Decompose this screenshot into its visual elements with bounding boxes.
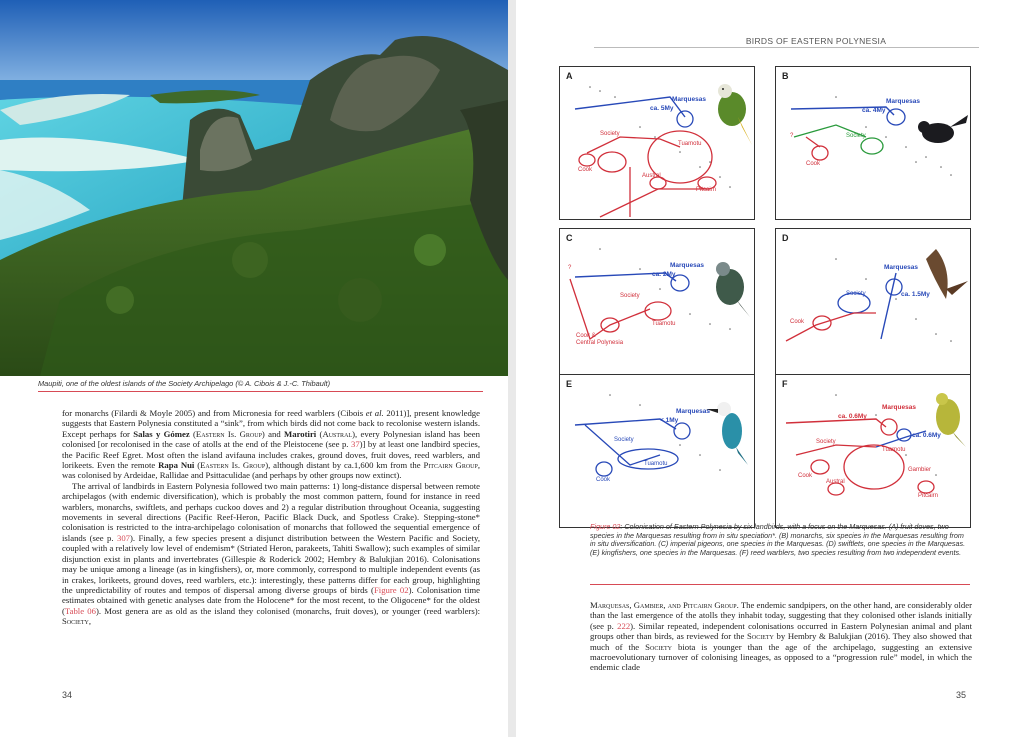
question-mark: ? xyxy=(790,133,794,139)
panel-map xyxy=(560,375,754,527)
right-page xyxy=(516,0,1024,737)
panel-letter: F xyxy=(782,379,788,389)
island-label-society: Society xyxy=(846,133,866,139)
figure-panel-a xyxy=(559,66,755,220)
panel-letter: E xyxy=(566,379,573,389)
right-body-text: Marquesas, Gambier, and Pitcairn Group. The endemic sandpipers, on the other hand, are considerably older than the last emergence of the atolls they inhabit today, suggesting that they colonised other islands initially (see p. 222). Similar repeated, independent colonisations occurred in Eastern Polynesian animal and plant groups other than birds, as reviewed for the Society by Hembry & Balukjian (2016). They also showed that much of the Society biota is younger than the age of the archipelago, suggesting an extensive macroevolutionary turnover of colonising lineages, as opposed to a “progression rule” model, in which the endemic clade xyxy=(590,600,973,673)
figure-caption-text: : Colonisation of Eastern Polynesia by six landbirds, with a focus on the Marquesas. (A) fruit doves, two species in the Marquesas resulting from in situ speciation*. (B) monarchs, six species in the Marquesas resulting from in situ diversification. (C) imperial pigeons, one species in the Marquesas. (D) swiftlets, one species in the Marquesas. (E) kingfishers, one species in the Marquesas. (F) reed warblers, two species resulting from two independent events. xyxy=(590,522,966,558)
island-label-society: Society xyxy=(620,293,640,299)
island-label-austral: Austral xyxy=(642,173,661,179)
monarch-icon xyxy=(918,115,968,143)
island-label-tuamotu: Tuamotu xyxy=(882,447,906,453)
figure-panel-e xyxy=(559,374,755,528)
island-label-marquesas: Marquesas xyxy=(670,262,704,269)
panel-map xyxy=(560,229,754,381)
swiftlet-icon xyxy=(926,249,968,299)
island-label-cook: Cook xyxy=(596,477,611,483)
question-mark: ? xyxy=(568,265,572,271)
panel-map xyxy=(776,67,970,219)
island-label-pitcairn: Pitcairn xyxy=(918,493,939,499)
kingfisher-icon xyxy=(706,402,748,465)
running-head-rule xyxy=(594,47,979,48)
figure-panel-b xyxy=(775,66,971,220)
age-label: < 1My xyxy=(660,417,679,424)
caption-rule xyxy=(38,391,483,392)
island-label-marquesas: Marquesas xyxy=(672,96,706,103)
age-label: ca. 2My xyxy=(652,271,676,278)
imperial-pigeon-icon xyxy=(716,262,750,317)
island-label-marquesas: Marquesas xyxy=(676,408,710,415)
island-label-society: Society xyxy=(816,439,836,445)
island-label-cook: Cook & xyxy=(576,333,596,339)
page-number-left: 34 xyxy=(62,690,73,700)
island-label-society: Society xyxy=(614,437,634,443)
island-label-society: Society xyxy=(600,131,620,137)
island-label-marquesas: Marquesas xyxy=(882,404,916,411)
age-label: ca. 4My xyxy=(862,107,886,114)
left-body-text: for monarchs (Filardi & Moyle 2005) and from Micronesia for reed warblers (Cibois et al. 2011)], present knowledge suggests that Eastern Polynesia constituted a “sink”, from which birds did not come back to recolonise western islands. Except perhaps for Salas y Gómez (Eastern Is. Group) and Marotiri (Austral), every Polynesian island has been colonised [or recolonised in the case of atolls at the end of the Pleistocene (see p. 37)] by at least one landbird species, the Pacific Reef Egret. Most often the island avifauna includes crakes, ground doves, fruit doves, reed warblers, and lorikeets. Even the remote Rapa Nui (Eastern Is. Group), although distant by ca.1,600 km from the Pitcairn Group, was colonised by Ardeidae, Rallidae and Psittaculidae (and perhaps by other groups now extinct). The arrival of landbirds in Eastern Polynesia followed two main patterns: 1) long-distance dispersal between remote archipelagos (with endemic diversification), which is probably the most common pattern, found for instance in reed warblers, monarchs, swiftlets, and perhaps cuckoo doves and 2) a regular distribution throughout Oceania, suggesting movements in several directions (Pacific Reef-Heron, Pacific Black Duck, and Spotless Crake). Stepping-stone* colonisation is restricted to the intra-archipelago colonisation of monarchs that followed the sequential emergence of islands (see p. 307). Finally, a few species present a disjunct distribution between the Western Pacific and Society, coupled with a relatively low level of endemism* (Striated Heron, parakeets, Tahiti Swallow); such examples of similar disjunction exist in plants and invertebrates (Gillespie & Roderick 2002; Hembry & Balukjian 2016). Colonisations may be unique among a lineage (as in kingfishers), or, more commonly, correspond to multiple independent events (as in crakes, lorikeets, ground doves, reed warblers, etc.): interestingly, these patterns differ for each group, highlighting the unpredictability of routes and tempos of dispersal among diverse groups of birds (Figure 02). Colonisation time estimates obtained with genetic analyses date from the Holocene* for the most recent, to the Oligocene* for the oldest (Table 06). Most genera are as old as the island they colonised (monarchs, fruit doves), or younger (reed warblers): Society, xyxy=(62,408,481,627)
running-head: BIRDS OF EASTERN POLYNESIA xyxy=(745,36,887,46)
island-label-cook: Cook xyxy=(578,167,593,173)
island-label-tuamotu: Tuamotu xyxy=(644,461,668,467)
panel-letter: B xyxy=(782,71,789,81)
island-label-central-polynesia: Central Polynesia xyxy=(576,340,624,346)
panel-letter: C xyxy=(566,233,573,243)
age-label: ca. 0.6My xyxy=(838,413,867,420)
fruit-dove-icon xyxy=(718,84,752,145)
maupiti-photo xyxy=(0,0,508,376)
island-label-pitcairn: Pitcairn xyxy=(696,187,717,193)
panel-letter: D xyxy=(782,233,789,243)
island-label-cook: Cook xyxy=(806,161,821,167)
figure-panel-c xyxy=(559,228,755,382)
figure-caption-rule xyxy=(590,584,970,585)
island-label-austral: Austral xyxy=(826,479,845,485)
island-label-tuamotu: Tuamotu xyxy=(678,141,702,147)
panel-map xyxy=(776,375,970,527)
photo-caption: Maupiti, one of the oldest islands of the Society Archipelago (© A. Cibois & J.-C. Thibault) xyxy=(38,379,331,388)
figure-panel-f xyxy=(775,374,971,528)
left-page xyxy=(0,0,508,737)
island-label-marquesas: Marquesas xyxy=(886,98,920,105)
page-number-right: 35 xyxy=(956,690,967,700)
figure-caption xyxy=(590,523,970,558)
island-label-gambier: Gambier xyxy=(908,467,932,473)
panel-map xyxy=(560,67,754,219)
island-label-tuamotu: Tuamotu xyxy=(652,321,676,327)
island-label-society: Society xyxy=(846,291,866,297)
panel-map xyxy=(776,229,970,381)
panel-letter: A xyxy=(566,71,573,81)
figure-caption-ref: Figure 02 xyxy=(590,522,621,531)
island-label-cook: Cook xyxy=(798,473,813,479)
island-label-marquesas: Marquesas xyxy=(884,264,918,271)
age-label: ca. 5My xyxy=(650,105,674,112)
figure-panel-d xyxy=(775,228,971,382)
age-label: ca. 1.5My xyxy=(901,291,930,298)
age-label-2: ca. 0.6My xyxy=(912,432,941,439)
island-label-cook: Cook xyxy=(790,319,805,325)
